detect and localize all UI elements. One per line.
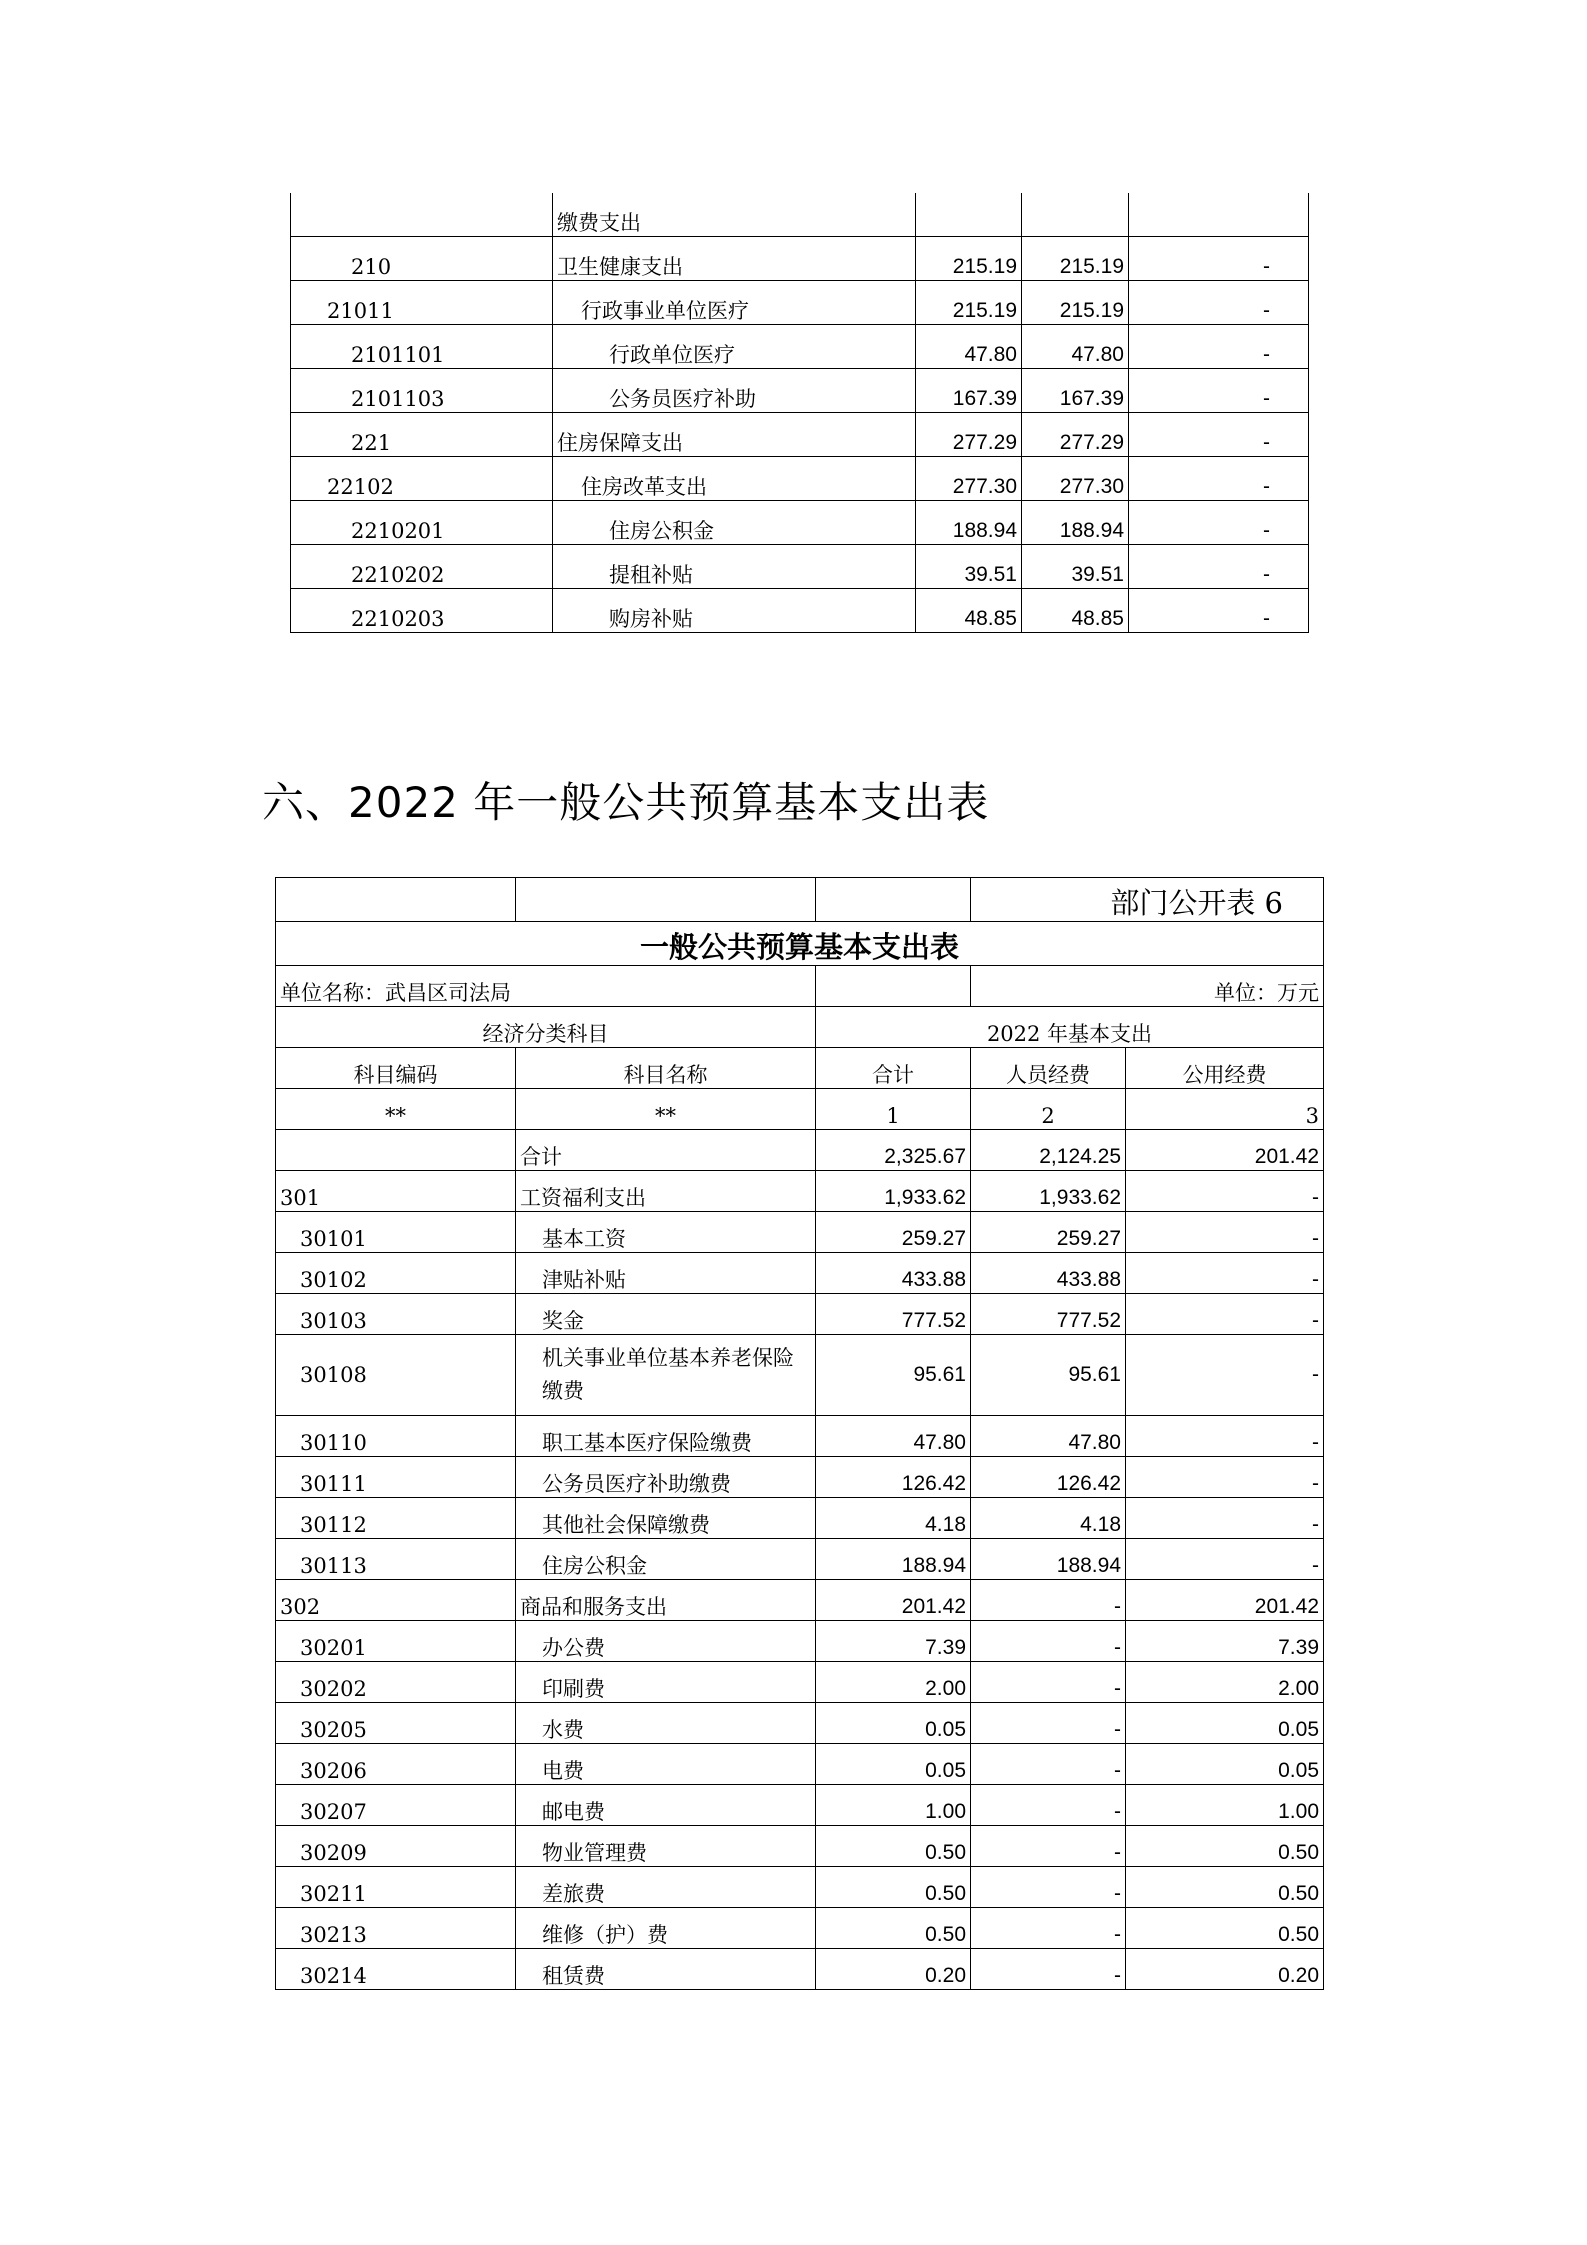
table-row [276,1744,1324,1785]
blank-cell [276,878,516,922]
row-name: 基本工资 [516,1212,816,1253]
row-name: 住房保障支出 [553,413,916,457]
row-public: - [1126,1498,1324,1539]
row-name: 行政单位医疗 [553,325,916,369]
row-total: 47.80 [916,325,1022,369]
basic-expenditure-table [275,877,1324,1990]
basic-expenditure-table-body [276,878,1324,1990]
row-public: 1.00 [1126,1785,1324,1826]
table-row [291,457,1309,501]
row-code: 30111 [276,1457,516,1498]
index-2: 2 [971,1089,1126,1130]
total-label: 合计 [516,1130,816,1171]
row-total: 259.27 [816,1212,971,1253]
row-public: - [1126,1457,1324,1498]
row-personnel: 188.94 [971,1539,1126,1580]
row-personnel: - [971,1580,1126,1621]
row-code: 2210202 [291,545,553,589]
table-row [276,1171,1324,1212]
row-public: 0.20 [1126,1949,1324,1990]
title-row [276,922,1324,966]
row-name: 其他社会保障缴费 [516,1498,816,1539]
row-total: 39.51 [916,545,1022,589]
row-code: 30207 [276,1785,516,1826]
row-name: 卫生健康支出 [553,237,916,281]
row-name: 公务员医疗补助缴费 [516,1457,816,1498]
row-name: 津贴补贴 [516,1253,816,1294]
row-code: 30213 [276,1908,516,1949]
col-header-code: 科目编码 [276,1048,516,1089]
table-row [276,1335,1324,1416]
row-code: 302 [276,1580,516,1621]
row-total: 277.29 [916,413,1022,457]
form-id: 部门公开表 6 [971,878,1324,922]
row-personnel: - [971,1867,1126,1908]
table-row [276,1703,1324,1744]
row-code: 22102 [291,457,553,501]
total-personnel: 2,124.25 [971,1130,1126,1171]
row-personnel: - [971,1703,1126,1744]
table-row [276,1294,1324,1335]
table-row [276,1867,1324,1908]
row-code: 221 [291,413,553,457]
row-name: 办公费 [516,1621,816,1662]
unit-row [276,966,1324,1007]
table-row [276,1253,1324,1294]
form-id-row [276,878,1324,922]
table-row [276,1539,1324,1580]
row-code: 30205 [276,1703,516,1744]
row-total: 167.39 [916,369,1022,413]
row-personnel: - [971,1908,1126,1949]
row-personnel: 95.61 [971,1335,1126,1416]
table-row [276,1621,1324,1662]
table-row [291,545,1309,589]
col-header-personnel: 人员经费 [971,1048,1126,1089]
unit-name: 单位名称：武昌区司法局 [276,966,816,1007]
row-name: 缴费支出 [553,193,916,237]
row-project: - [1129,281,1309,325]
row-total: 0.50 [816,1908,971,1949]
row-project: - [1129,369,1309,413]
row-code: 30209 [276,1826,516,1867]
row-total: 0.05 [816,1703,971,1744]
table-row [291,501,1309,545]
table-row [276,1826,1324,1867]
row-project: - [1129,413,1309,457]
index-row [276,1089,1324,1130]
column-header-row [276,1048,1324,1089]
table-row [276,1580,1324,1621]
row-public: - [1126,1171,1324,1212]
index-name: ** [516,1089,816,1130]
row-code: 2101103 [291,369,553,413]
row-project: - [1129,545,1309,589]
row-total: 126.42 [816,1457,971,1498]
row-name: 机关事业单位基本养老保险缴费 [516,1335,816,1416]
row-name: 职工基本医疗保险缴费 [516,1416,816,1457]
table-row [276,1498,1324,1539]
row-public: 2.00 [1126,1662,1324,1703]
row-code: 210 [291,237,553,281]
group-header-right: 2022 年基本支出 [816,1007,1324,1048]
row-basic: 277.30 [1022,457,1129,501]
total-sum: 2,325.67 [816,1130,971,1171]
table-row [291,413,1309,457]
row-name: 住房公积金 [516,1539,816,1580]
row-personnel: - [971,1621,1126,1662]
blank-cell [516,878,816,922]
row-name: 住房公积金 [553,501,916,545]
table-row [291,237,1309,281]
row-name: 电费 [516,1744,816,1785]
row-total: 777.52 [816,1294,971,1335]
continuation-table-body [291,193,1309,633]
index-3: 3 [1126,1089,1324,1130]
blank-cell [816,966,971,1007]
row-name: 公务员医疗补助 [553,369,916,413]
row-basic: 188.94 [1022,501,1129,545]
row-code: 2210203 [291,589,553,633]
table-row [291,281,1309,325]
row-code: 30103 [276,1294,516,1335]
col-header-name: 科目名称 [516,1048,816,1089]
row-basic: 167.39 [1022,369,1129,413]
row-personnel: 777.52 [971,1294,1126,1335]
row-project: - [1129,325,1309,369]
table-row [276,1457,1324,1498]
row-basic: 39.51 [1022,545,1129,589]
row-name: 工资福利支出 [516,1171,816,1212]
row-public: - [1126,1294,1324,1335]
row-total: 0.05 [816,1744,971,1785]
row-code: 301 [276,1171,516,1212]
row-public: - [1126,1416,1324,1457]
table-row [276,1949,1324,1990]
row-name: 商品和服务支出 [516,1580,816,1621]
section-heading: 六、2022 年一般公共预算基本支出表 [262,778,990,827]
row-name: 租赁费 [516,1949,816,1990]
row-personnel: 259.27 [971,1212,1126,1253]
row-code: 2210201 [291,501,553,545]
row-total: 188.94 [916,501,1022,545]
index-1: 1 [816,1089,971,1130]
row-personnel: 47.80 [971,1416,1126,1457]
row-basic [1022,193,1129,237]
row-code: 30113 [276,1539,516,1580]
row-code: 21011 [291,281,553,325]
table-row [276,1908,1324,1949]
total-row [276,1130,1324,1171]
row-total: 0.50 [816,1867,971,1908]
table-row [276,1212,1324,1253]
row-code: 30214 [276,1949,516,1990]
row-project: - [1129,589,1309,633]
row-name: 行政事业单位医疗 [553,281,916,325]
row-total: 1,933.62 [816,1171,971,1212]
row-personnel: - [971,1949,1126,1990]
row-name: 差旅费 [516,1867,816,1908]
row-total: 201.42 [816,1580,971,1621]
row-project: - [1129,501,1309,545]
row-public: - [1126,1253,1324,1294]
row-total: 0.50 [816,1826,971,1867]
table-title: 一般公共预算基本支出表 [276,922,1324,966]
row-code: 30211 [276,1867,516,1908]
table-row [291,325,1309,369]
row-code [291,193,553,237]
col-header-total: 合计 [816,1048,971,1089]
row-code: 30108 [276,1335,516,1416]
row-code: 30110 [276,1416,516,1457]
row-total: 48.85 [916,589,1022,633]
group-header-row [276,1007,1324,1048]
row-total: 7.39 [816,1621,971,1662]
row-basic: 215.19 [1022,281,1129,325]
row-code: 2101101 [291,325,553,369]
total-public: 201.42 [1126,1130,1324,1171]
row-total: 1.00 [816,1785,971,1826]
row-name: 提租补贴 [553,545,916,589]
row-public: 0.50 [1126,1826,1324,1867]
row-name: 邮电费 [516,1785,816,1826]
row-basic: 47.80 [1022,325,1129,369]
table-row [291,589,1309,633]
row-public: 0.05 [1126,1744,1324,1785]
row-public: 201.42 [1126,1580,1324,1621]
row-total: 0.20 [816,1949,971,1990]
table-row [276,1416,1324,1457]
row-total: 4.18 [816,1498,971,1539]
row-name: 水费 [516,1703,816,1744]
row-public: - [1126,1539,1324,1580]
row-code: 30206 [276,1744,516,1785]
row-project [1129,193,1309,237]
row-name: 住房改革支出 [553,457,916,501]
row-public: 0.50 [1126,1908,1324,1949]
row-total: 2.00 [816,1662,971,1703]
unit-label: 单位：万元 [971,966,1324,1007]
row-personnel: 1,933.62 [971,1171,1126,1212]
row-total: 433.88 [816,1253,971,1294]
row-total: 215.19 [916,281,1022,325]
row-public: 0.50 [1126,1867,1324,1908]
row-name: 印刷费 [516,1662,816,1703]
row-public: - [1126,1335,1324,1416]
row-public: 7.39 [1126,1621,1324,1662]
row-public: 0.05 [1126,1703,1324,1744]
row-name: 维修（护）费 [516,1908,816,1949]
row-total: 215.19 [916,237,1022,281]
row-code: 30201 [276,1621,516,1662]
group-header-left: 经济分类科目 [276,1007,816,1048]
row-basic: 48.85 [1022,589,1129,633]
row-total: 277.30 [916,457,1022,501]
row-code: 30202 [276,1662,516,1703]
col-header-public: 公用经费 [1126,1048,1324,1089]
blank-cell [816,878,971,922]
row-basic: 277.29 [1022,413,1129,457]
row-personnel: - [971,1662,1126,1703]
row-total: 95.61 [816,1335,971,1416]
row-project: - [1129,237,1309,281]
row-basic: 215.19 [1022,237,1129,281]
row-personnel: 126.42 [971,1457,1126,1498]
row-total [916,193,1022,237]
total-code [276,1130,516,1171]
row-personnel: - [971,1744,1126,1785]
row-public: - [1126,1212,1324,1253]
row-project: - [1129,457,1309,501]
row-personnel: - [971,1785,1126,1826]
row-personnel: 4.18 [971,1498,1126,1539]
row-personnel: 433.88 [971,1253,1126,1294]
row-personnel: - [971,1826,1126,1867]
table-row [276,1785,1324,1826]
continuation-table [290,193,1309,633]
row-code: 30112 [276,1498,516,1539]
row-code: 30102 [276,1253,516,1294]
row-name: 物业管理费 [516,1826,816,1867]
row-total: 47.80 [816,1416,971,1457]
table-row [291,193,1309,237]
row-total: 188.94 [816,1539,971,1580]
row-name: 奖金 [516,1294,816,1335]
row-name: 购房补贴 [553,589,916,633]
index-code: ** [276,1089,516,1130]
table-row [276,1662,1324,1703]
row-code: 30101 [276,1212,516,1253]
table-row [291,369,1309,413]
